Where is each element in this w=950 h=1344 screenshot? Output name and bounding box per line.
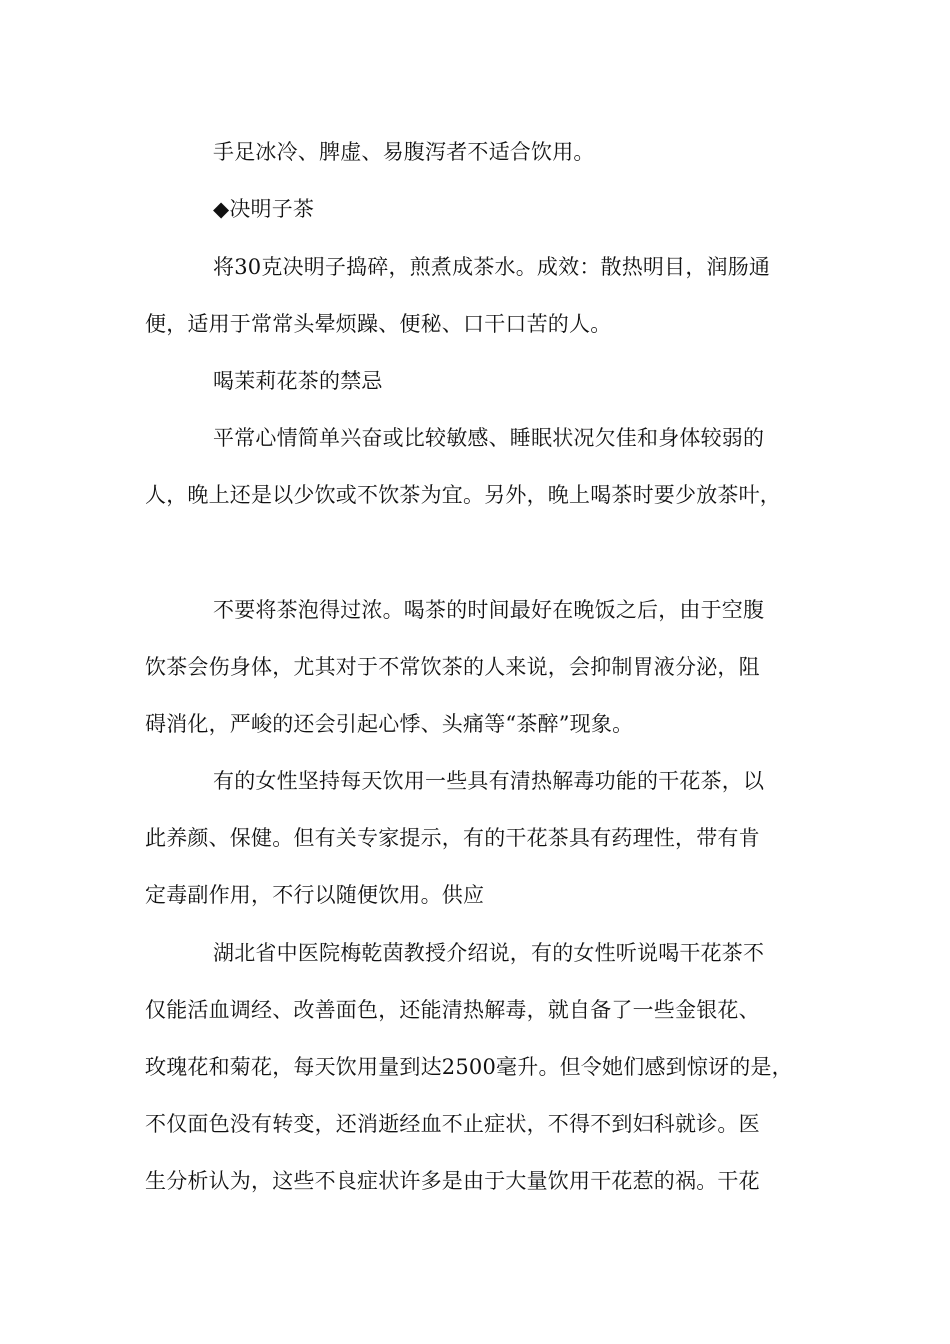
text-line: 定毒副作用，不行以随便饮用。供应 [145, 883, 485, 907]
text-line: 湖北省中医院梅乾茵教授介绍说，有的女性听说喝干花茶不 [213, 941, 765, 965]
section-heading: 喝茉莉花茶的禁忌 [213, 369, 383, 393]
text-line: 碍消化，严峻的还会引起心悸、头痛等“茶醉”现象。 [145, 712, 634, 736]
text-line: 有的女性坚持每天饮用一些具有清热解毒功能的干花茶，以 [213, 769, 765, 793]
text-line: 手足冰冷、脾虚、易腹泻者不适合饮用。 [213, 140, 595, 164]
text-line: 将30克决明子捣碎，煎煮成茶水。成效：散热明目，润肠通 [213, 255, 771, 279]
text-line: 玫瑰花和菊花，每天饮用量到达2500毫升。但令她们感到惊讶的是， [145, 1055, 793, 1079]
section-heading: ◆决明子茶 [213, 197, 315, 221]
text-line: 不要将茶泡得过浓。喝茶的时间最好在晚饭之后，由于空腹 [213, 598, 765, 622]
text-line: 此养颜、保健。但有关专家提示，有的干花茶具有药理性，带有肯 [145, 826, 760, 850]
text-line: 饮茶会伤身体，尤其对于不常饮茶的人来说，会抑制胃液分泌，阻 [145, 655, 760, 679]
text-line: 平常心情简单兴奋或比较敏感、睡眠状况欠佳和身体较弱的 [213, 426, 765, 450]
text-line: 不仅面色没有转变，还消逝经血不止症状，不得不到妇科就诊。医 [145, 1112, 760, 1136]
text-line: 生分析认为，这些不良症状许多是由于大量饮用干花惹的祸。干花 [145, 1169, 760, 1193]
text-line: 便，适用于常常头晕烦躁、便秘、口干口苦的人。 [145, 312, 612, 336]
text-line: 人，晚上还是以少饮或不饮茶为宜。另外，晚上喝茶时要少放茶叶， [145, 483, 781, 507]
text-line: 仅能活血调经、改善面色，还能清热解毒，就自备了一些金银花、 [145, 998, 760, 1022]
